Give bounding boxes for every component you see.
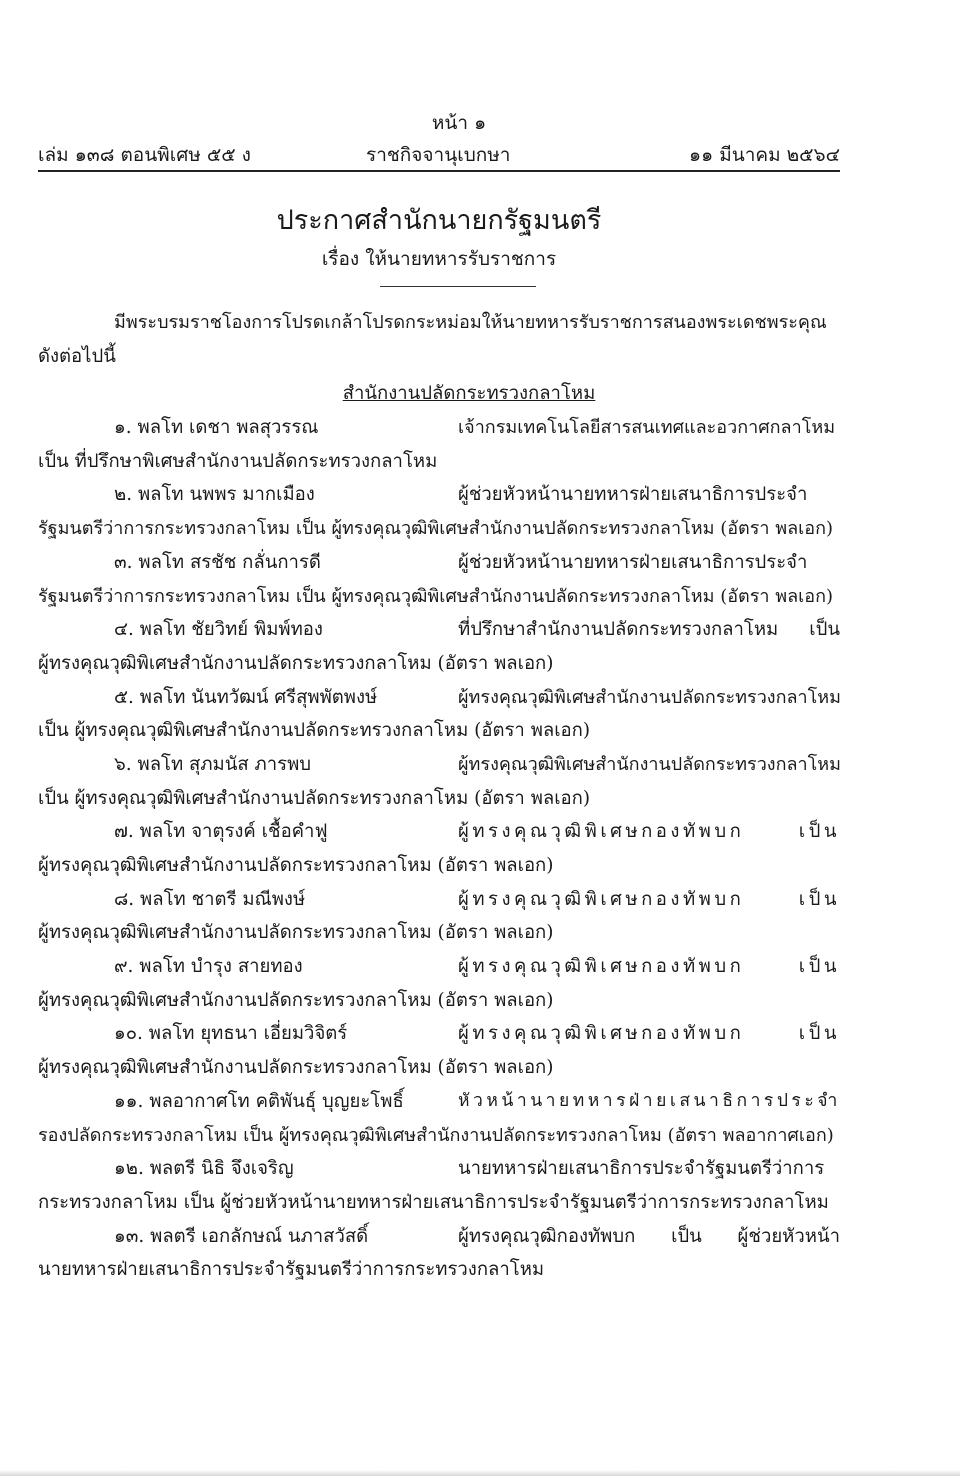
- entry-new-position: ผู้ทรงคุณวุฒิพิเศษสำนักงานปลัดกระทรวงกลาโหม (อัตรา พลเอก): [38, 922, 554, 944]
- entry-current-position: ที่ปรึกษาสำนักงานปลัดกระทรวงกลาโหม เป็น: [458, 619, 840, 641]
- entry-number-name: ๗. พลโท จาตุรงค์ เชื้อคำฟู: [114, 821, 328, 843]
- appointment-entry: [38, 546, 840, 613]
- gazette-page: [38, 0, 840, 1476]
- entry-new-position: ผู้ทรงคุณวุฒิพิเศษสำนักงานปลัดกระทรวงกลาโหม (อัตรา พลเอก): [38, 1057, 554, 1079]
- entry-new-position: นายทหารฝ่ายเสนาธิการประจำรัฐมนตรีว่าการกระทรวงกลาโหม: [38, 1259, 545, 1281]
- entry-current-position: หัวหน้านายทหารฝ่ายเสนาธิการประจำ: [458, 1090, 841, 1111]
- entry-number-name: ๑. พลโท เดชา พลสุวรรณ: [114, 417, 319, 439]
- entry-new-position: รัฐมนตรีว่าการกระทรวงกลาโหม เป็น ผู้ทรงคุณวุฒิพิเศษสำนักงานปลัดกระทรวงกลาโหม (อัตรา พลเอก): [38, 518, 833, 540]
- entry-new-position: กระทรวงกลาโหม เป็น ผู้ช่วยหัวหน้านายทหารฝ่ายเสนาธิการประจำรัฐมนตรีว่าการกระทรวงกลาโหม: [38, 1191, 829, 1213]
- appointment-entry: [38, 1220, 840, 1287]
- intro-line-2: ดังต่อไปนี้: [38, 345, 116, 367]
- subject-divider: [380, 286, 536, 287]
- entry-number-name: ๓. พลโท สรชัช กลั่นการดี: [114, 551, 321, 573]
- entry-new-position: เป็น ที่ปรึกษาพิเศษสำนักงานปลัดกระทรวงกลาโหม: [38, 450, 438, 472]
- entry-current-position: ผู้ทรงคุณวุฒิพิเศษกองทัพบก เป็น: [458, 821, 840, 843]
- entry-new-position: ผู้ทรงคุณวุฒิพิเศษสำนักงานปลัดกระทรวงกลาโหม (อัตรา พลเอก): [38, 989, 554, 1011]
- entry-new-position: ผู้ทรงคุณวุฒิพิเศษสำนักงานปลัดกระทรวงกลาโหม (อัตรา พลเอก): [38, 652, 554, 674]
- appointment-entry: [38, 613, 840, 680]
- appointment-entry: [38, 815, 840, 882]
- entry-new-position: ผู้ทรงคุณวุฒิพิเศษสำนักงานปลัดกระทรวงกลาโหม (อัตรา พลเอก): [38, 855, 554, 876]
- gazette-header: [38, 140, 840, 168]
- appointment-entry: [38, 1152, 840, 1219]
- entry-current-position: ผู้ทรงคุณวุฒิพิเศษสำนักงานปลัดกระทรวงกลาโหม: [458, 686, 842, 708]
- appointment-entry: [38, 478, 840, 545]
- volume-issue: เล่ม ๑๓๘ ตอนพิเศษ ๕๕ ง: [38, 144, 251, 166]
- entry-current-position: นายทหารฝ่ายเสนาธิการประจำรัฐมนตรีว่าการ: [458, 1158, 825, 1180]
- page-bottom-edge: [0, 1470, 960, 1476]
- page-number: หน้า ๑: [431, 112, 487, 134]
- entry-number-name: ๑๑. พลอากาศโท คติพันธุ์ บุญยะโพธิ์: [114, 1090, 404, 1112]
- document-subject: เรื่อง ให้นายทหารรับราชการ: [321, 248, 557, 270]
- document-body: [38, 306, 840, 1287]
- entry-number-name: ๘. พลโท ชาตรี มณีพงษ์: [114, 888, 306, 910]
- entry-number-name: ๖. พลโท สุภมนัส ภารพบ: [114, 753, 312, 775]
- entry-current-position: ผู้ทรงคุณวุฒิพิเศษสำนักงานปลัดกระทรวงกลาโหม: [458, 753, 842, 775]
- appointment-entry: [38, 883, 840, 950]
- appointment-entry: [38, 1017, 840, 1084]
- appointment-entry: [38, 1085, 840, 1152]
- entry-current-position: ผู้ช่วยหัวหน้านายทหารฝ่ายเสนาธิการประจำ: [458, 484, 808, 506]
- appointment-entry: [38, 748, 840, 815]
- entry-new-position: รัฐมนตรีว่าการกระทรวงกลาโหม เป็น ผู้ทรงคุณวุฒิพิเศษสำนักงานปลัดกระทรวงกลาโหม (อัตรา พลเอก): [38, 585, 833, 607]
- entry-number-name: ๙. พลโท บำรุง สายทอง: [114, 956, 303, 978]
- entry-current-position: เจ้ากรมเทคโนโลยีสารสนเทศและอวกาศกลาโหม: [458, 417, 836, 439]
- header-divider: [38, 170, 840, 172]
- publication-date: ๑๑ มีนาคม ๒๕๖๔: [689, 144, 840, 166]
- section-heading: สำนักงานปลัดกระทรวงกลาโหม: [342, 383, 596, 405]
- entry-current-position: ผู้ช่วยหัวหน้านายทหารฝ่ายเสนาธิการประจำ: [458, 551, 808, 573]
- entry-number-name: ๒. พลโท นพพร มากเมือง: [114, 484, 315, 506]
- intro-line-1: มีพระบรมราชโองการโปรดเกล้าโปรดกระหม่อมให้นายทหารรับราชการสนองพระเดชพระคุณ: [114, 312, 827, 333]
- entry-number-name: ๑๒. พลตรี นิธิ จึงเจริญ: [114, 1158, 294, 1180]
- entry-current-position: ผู้ทรงคุณวุฒิพิเศษกองทัพบก เป็น: [458, 1023, 840, 1045]
- entry-current-position: ผู้ทรงคุณวุฒิพิเศษกองทัพบก เป็น: [458, 888, 840, 910]
- document-title: ประกาศสำนักนายกรัฐมนตรี: [276, 205, 602, 236]
- entry-number-name: ๑๓. พลตรี เอกลักษณ์ นภาสวัสดิ์: [114, 1225, 369, 1247]
- appointment-entry: [38, 950, 840, 1017]
- appointment-list: [38, 411, 840, 1287]
- entry-current-position: ผู้ทรงคุณวุฒิพิเศษกองทัพบก เป็น: [458, 956, 840, 978]
- appointment-entry: [38, 681, 840, 748]
- entry-new-position: รองปลัดกระทรวงกลาโหม เป็น ผู้ทรงคุณวุฒิพิเศษสำนักงานปลัดกระทรวงกลาโหม (อัตรา พลอากาศเอก): [38, 1124, 834, 1146]
- entry-number-name: ๕. พลโท นันทวัฒน์ ศรีสุพพัตพงษ์: [114, 686, 378, 708]
- entry-new-position: เป็น ผู้ทรงคุณวุฒิพิเศษสำนักงานปลัดกระทรวงกลาโหม (อัตรา พลเอก): [38, 720, 591, 742]
- entry-number-name: ๔. พลโท ชัยวิทย์ พิมพ์ทอง: [114, 619, 323, 641]
- appointment-entry: [38, 411, 840, 478]
- gazette-name: ราชกิจจานุเบกษา: [366, 144, 511, 166]
- entry-new-position: เป็น ผู้ทรงคุณวุฒิพิเศษสำนักงานปลัดกระทรวงกลาโหม (อัตรา พลเอก): [38, 787, 591, 809]
- entry-number-name: ๑๐. พลโท ยุทธนา เอี่ยมวิจิตร์: [114, 1023, 348, 1045]
- entry-current-position: ผู้ทรงคุณวุฒิกองทัพบก เป็น ผู้ช่วยหัวหน้า: [458, 1225, 840, 1247]
